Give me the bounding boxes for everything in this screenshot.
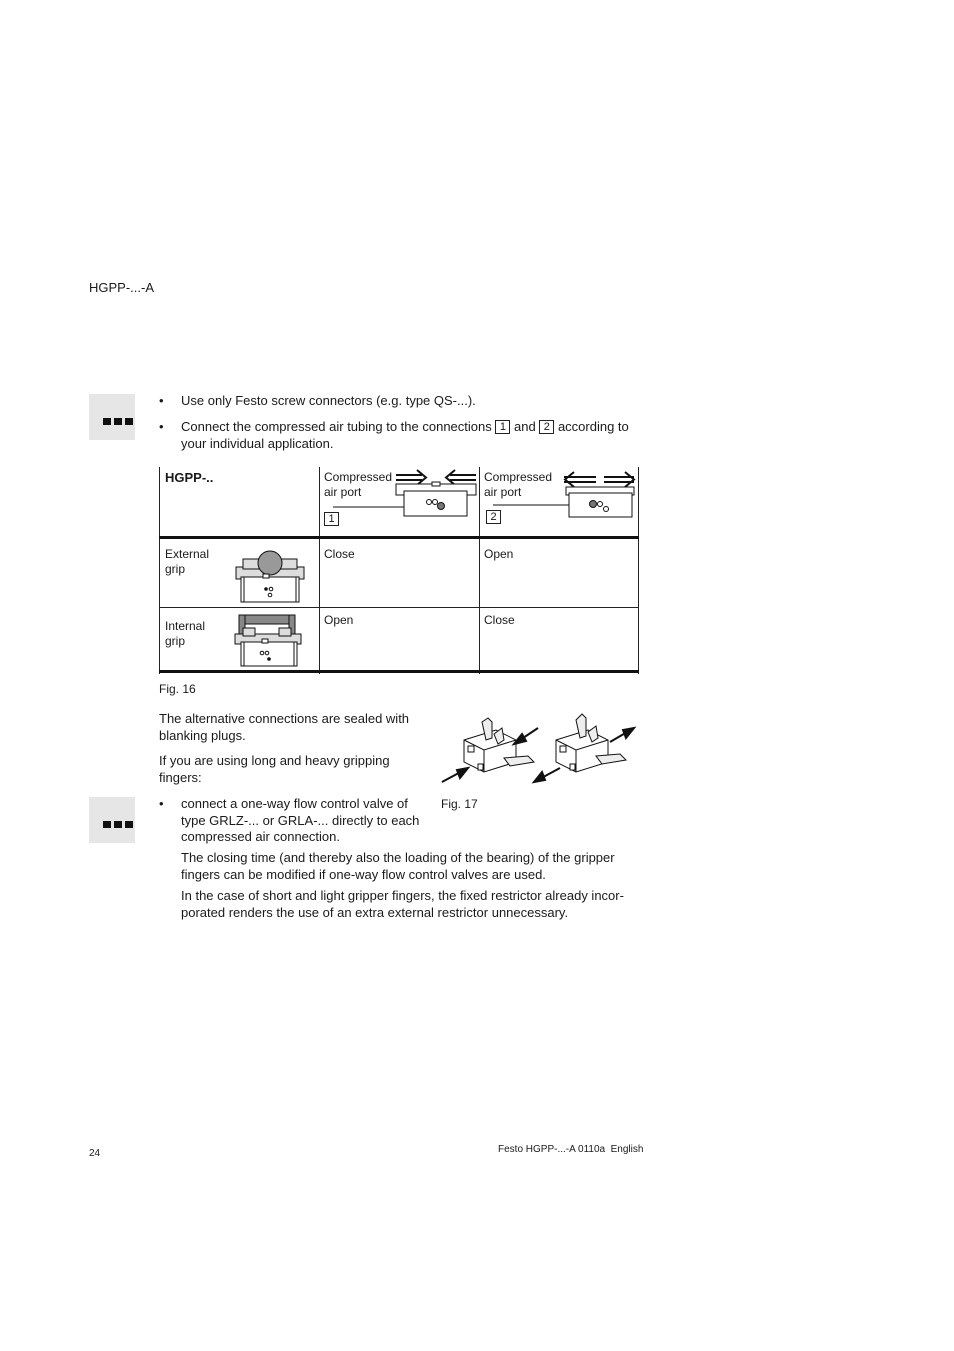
bullet-icon: • [159, 796, 164, 811]
page-number: 24 [89, 1148, 101, 1159]
row-label-external-grip: External grip [165, 547, 210, 576]
cell-internal-port2: Close [484, 613, 515, 627]
figure-caption-17: Fig. 17 [441, 797, 478, 811]
cell-external-port1: Close [324, 547, 355, 561]
table-header-model: HGPP-.. [165, 470, 214, 485]
list-item: • Use only Festo screw connectors (e.g. type QS-...). [159, 393, 476, 408]
document-header: HGPP-...-A [89, 280, 155, 295]
bullet-icon: • [159, 393, 164, 408]
cell-external-port2: Open [484, 547, 514, 561]
gripper-port-1-diagram [319, 467, 479, 536]
grip-function-table [159, 467, 639, 674]
port-number-2: 2 [486, 510, 501, 524]
instruction-marker-icon [89, 797, 135, 843]
flow-control-valve-illustration [438, 710, 638, 790]
list-item: • connect a one-way flow control valve of type GRLZ-... or GRLA-... directly to each compressed air connection. [159, 796, 420, 844]
paragraph-blanking-plugs: The alternative connections are sealed with blanking plugs. [159, 711, 410, 743]
cell-internal-port1: Open [324, 613, 354, 627]
internal-grip-diagram [231, 610, 311, 672]
connection-number-1: 1 [495, 420, 510, 434]
note-closing-time: The closing time (and thereby also the loading of the bearing) of the gripper fingers can be modified if one-way flow control valves are used. [181, 850, 615, 882]
table-header-port-2: Compressed air port [484, 470, 553, 499]
figure-caption-16: Fig. 16 [159, 682, 196, 696]
row-label-internal-grip: Internal grip [165, 619, 206, 648]
connection-number-2: 2 [539, 420, 554, 434]
instruction-marker-icon [89, 394, 135, 440]
note-fixed-restrictor: In the case of short and light gripper fingers, the fixed restrictor already incor- porated renders the use of an extra external restrictor unnecessary. [181, 888, 624, 920]
footer-document-id: Festo HGPP-...-A 0110a English [498, 1144, 644, 1155]
bullet-icon: • [159, 419, 164, 434]
port-number-1: 1 [324, 512, 339, 526]
table-header-port-1: Compressed air port [324, 470, 393, 499]
gripper-port-2-diagram [479, 467, 639, 536]
list-item: • Connect the compressed air tubing to the connections 1 and 2 according to your individual application. [159, 419, 629, 451]
paragraph-heavy-fingers: If you are using long and heavy gripping fingers: [159, 753, 390, 785]
external-grip-diagram [231, 541, 311, 606]
